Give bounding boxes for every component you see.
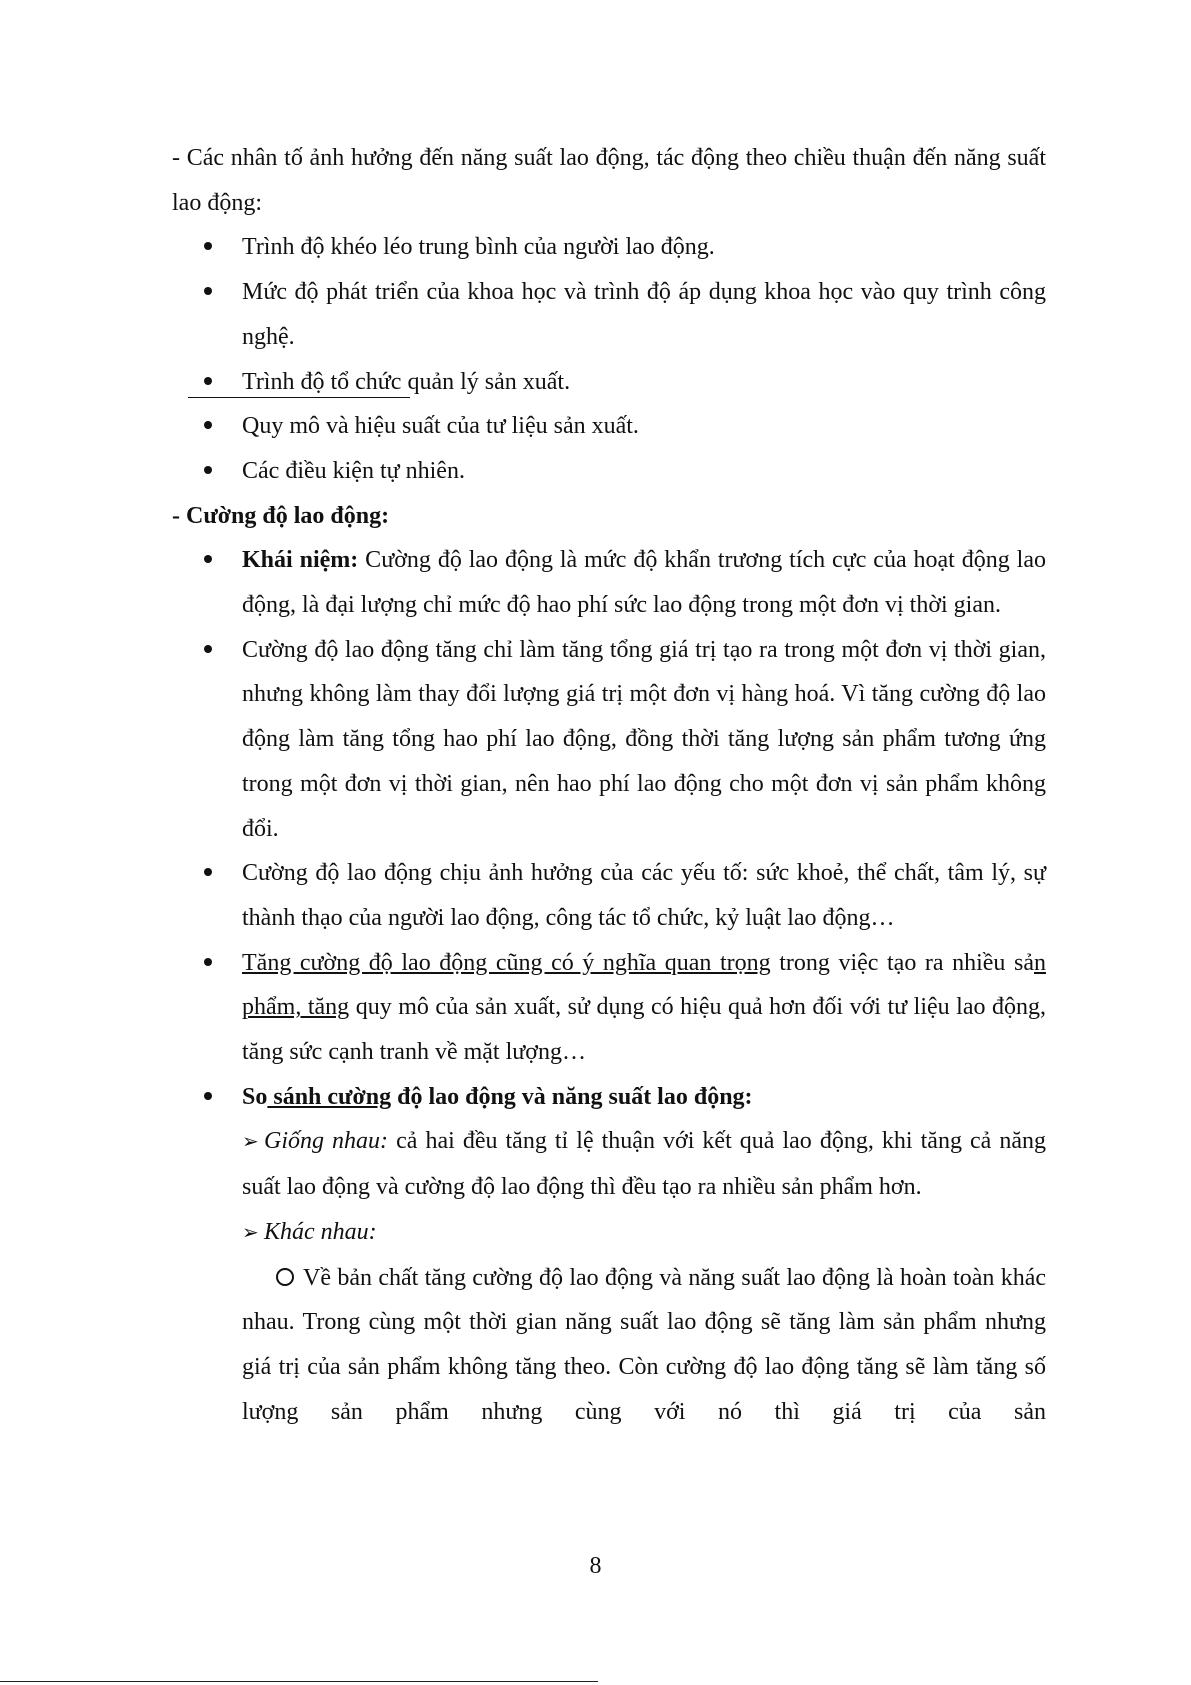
similar-text: cả hai đều tăng tỉ lệ thuận với kết quả lao động, khi tăng cả năng suất lao động và cường độ lao động thì đều tạo ra nhiều sản phẩm hơn. [242, 1128, 1046, 1201]
list-item: Trình độ tổ chức quản lý sản xuất. [172, 360, 1046, 405]
list-item [172, 538, 1046, 627]
similar-paragraph [172, 1119, 1046, 1209]
circle-bullet-icon [276, 1268, 294, 1286]
bullet-icon [204, 868, 212, 876]
arrow-bullet-icon: ➢ [242, 1131, 259, 1154]
bullet-icon [204, 1092, 212, 1100]
page-number: 8 [589, 1553, 602, 1579]
concept-text: Cường độ lao động là mức độ khẩn trương tích cực của hoạt động lao động, là đại lượng chỉ mức độ hao phí sức lao động trong một đơn vị thời gian. [242, 547, 1046, 619]
arrow-bullet-icon: ➢ [242, 1221, 259, 1244]
bullet-icon [204, 555, 212, 563]
factor-list [172, 225, 1046, 493]
bullet-icon [204, 421, 212, 429]
list-item: Cường độ lao động tăng chỉ làm tăng tổng giá trị tạo ra trong một đơn vị thời gian, nhưng không làm thay đổi lượng giá trị một đơn vị hàng hoá. Vì tăng cường độ lao động làm tăng tổng hao phí lao động, đồng thời tăng lượng sản phẩm tương ứng trong một đơn vị thời gian, nên hao phí lao động cho một đơn vị sản phẩm không đổi. [172, 628, 1046, 852]
different-label: Khác nhau: [264, 1218, 377, 1245]
underline-mark [188, 397, 410, 398]
section-heading: - Cường độ lao động: [172, 502, 390, 529]
list-item: Quy mô và hiệu suất của tư liệu sản xuất. [172, 404, 1046, 449]
concept-label: Khái niệm: [242, 547, 359, 574]
bullet-icon [204, 958, 212, 966]
list-item: Trình độ khéo léo trung bình của người lao động. [172, 225, 1046, 270]
intro-paragraph: - Các nhân tố ảnh hưởng đến năng suất lao động, tác động theo chiều thuận đến năng suất lao động: [172, 145, 1046, 216]
list-item: Các điều kiện tự nhiên. [172, 449, 1046, 494]
list-item: So sánh cường độ lao động và năng suất lao động: [172, 1075, 1046, 1120]
list-item: Tăng cường độ lao động cũng có ý nghĩa quan trọng trong việc tạo ra nhiều sản phẩm, tăng quy mô của sản xuất, sử dụng có hiệu quả hơn đối với tư liệu lao động, tăng sức cạnh tranh về mặt lượng… [172, 941, 1046, 1075]
bullet-icon [204, 466, 212, 474]
footer-divider [0, 1681, 598, 1682]
list-item: Cường độ lao động chịu ảnh hưởng của các yếu tố: sức khoẻ, thể chất, tâm lý, sự thành thạo của người lao động, công tác tổ chức, kỷ luật lao động… [172, 851, 1046, 940]
intensity-list [172, 538, 1046, 1119]
body-text [172, 136, 1046, 1434]
different-heading [172, 1210, 1046, 1256]
different-paragraph [172, 1256, 1046, 1435]
bullet-icon [204, 645, 212, 653]
list-item: Mức độ phát triển của khoa học và trình độ áp dụng khoa học vào quy trình công nghệ. [172, 270, 1046, 359]
similar-label: Giống nhau: [264, 1128, 389, 1155]
bullet-icon [204, 377, 212, 385]
bullet-icon [204, 287, 212, 295]
bullet-icon [204, 242, 212, 250]
different-text: Về bản chất tăng cường độ lao động và năng suất lao động là hoàn toàn khác nhau. Trong cùng một thời gian năng suất lao động sẽ tăng làm sản phẩm nhưng giá trị của sản phẩm không tăng theo. Còn cường độ lao động tăng sẽ làm tăng số lượng sản phẩm nhưng cùng với nó thì giá trị của sản [242, 1264, 1046, 1425]
